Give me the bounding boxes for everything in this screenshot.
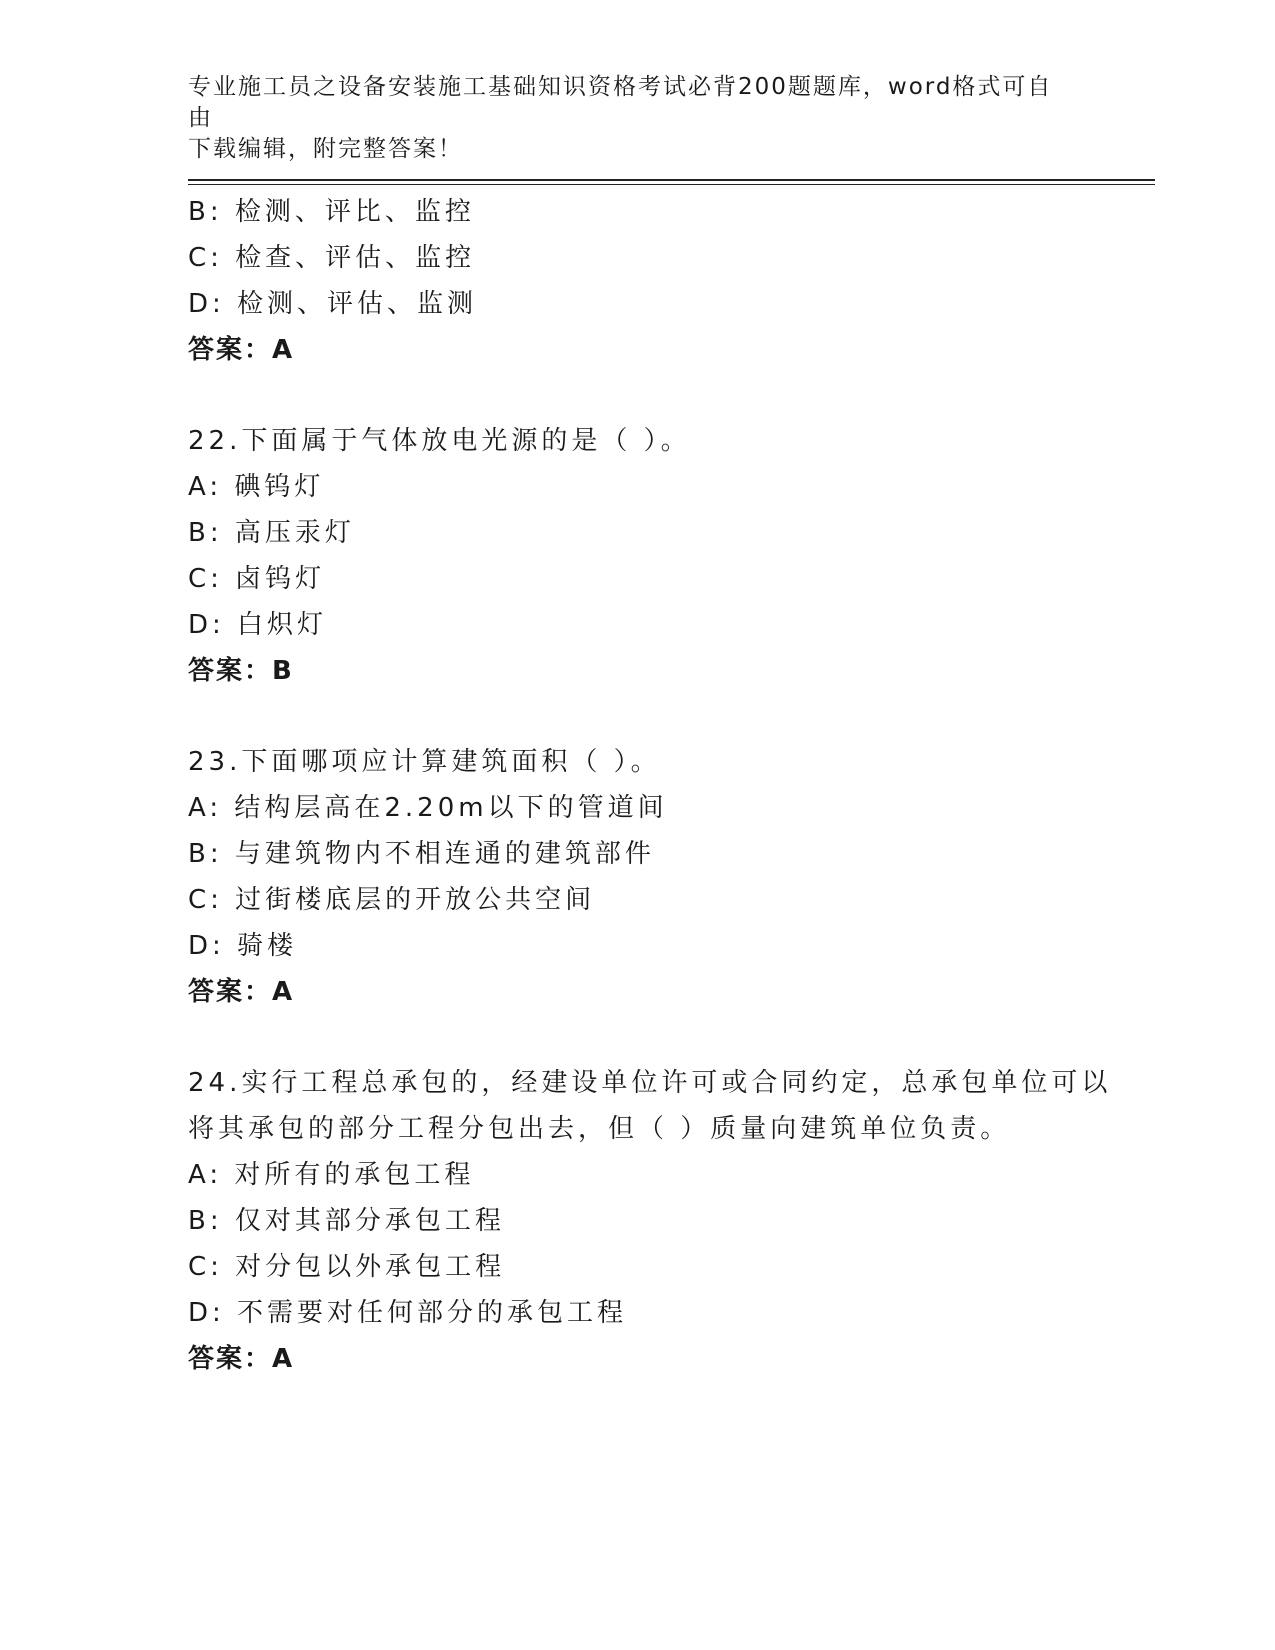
document-body (188, 189, 1112, 1382)
header-line-2: 下载编辑，附完整答案！ (188, 136, 463, 162)
answer-line: 答案：B (188, 656, 294, 686)
option-b: B: 高压汞灯 (188, 518, 355, 548)
option-d: D: 骑楼 (188, 931, 298, 961)
option-c: C: 对分包以外承包工程 (188, 1252, 506, 1282)
page-header (188, 72, 1068, 165)
question-21-continued (188, 189, 1088, 373)
option-b: B: 检测、评比、监控 (188, 197, 475, 227)
option-d: D: 检测、评估、监测 (188, 289, 478, 319)
spacer (188, 373, 1088, 418)
spacer (188, 694, 1088, 739)
option-c: C: 卤钨灯 (188, 564, 326, 594)
header-divider-thick (188, 179, 1155, 181)
question-24 (188, 1060, 1112, 1382)
question-22 (188, 418, 1088, 694)
answer-line: 答案：A (188, 977, 295, 1007)
option-d: D: 不需要对任何部分的承包工程 (188, 1298, 628, 1328)
option-a: A: 结构层高在2.20m以下的管道间 (188, 793, 668, 823)
option-c: C: 过街楼底层的开放公共空间 (188, 885, 596, 915)
question-stem: 23.下面哪项应计算建筑面积（ ）。 (188, 747, 661, 777)
option-a: A: 对所有的承包工程 (188, 1160, 475, 1190)
question-stem-line-1: 24.实行工程总承包的，经建设单位许可或合同约定，总承包单位可以 (188, 1068, 1112, 1098)
spacer (188, 1015, 1088, 1060)
question-23 (188, 739, 1088, 1015)
answer-line: 答案：A (188, 1344, 295, 1374)
answer-line: 答案：A (188, 335, 295, 365)
option-a: A: 碘钨灯 (188, 472, 325, 502)
option-d: D: 白炽灯 (188, 610, 328, 640)
option-c: C: 检查、评估、监控 (188, 243, 476, 273)
question-stem: 22.下面属于气体放电光源的是（ ）。 (188, 426, 691, 456)
header-divider-thin (188, 184, 1155, 185)
question-stem-line-2: 将其承包的部分工程分包出去，但（ ）质量向建筑单位负责。 (188, 1114, 1011, 1144)
option-b: B: 与建筑物内不相连通的建筑部件 (188, 839, 655, 869)
header-line-1: 专业施工员之设备安装施工基础知识资格考试必背200题题库，word格式可自由 (188, 74, 1053, 131)
option-b: B: 仅对其部分承包工程 (188, 1206, 505, 1236)
